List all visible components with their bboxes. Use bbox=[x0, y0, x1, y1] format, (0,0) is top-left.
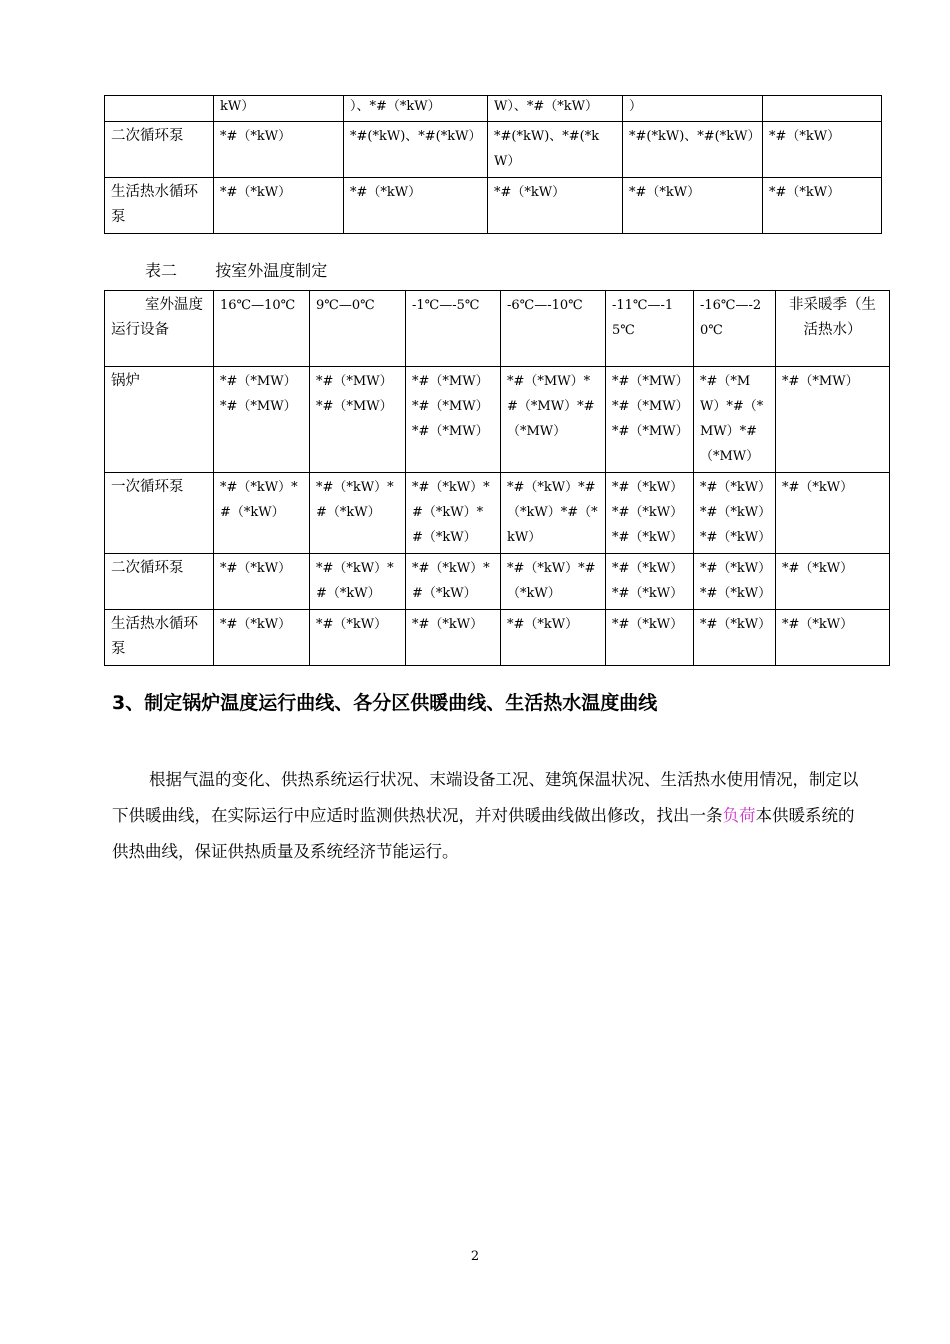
table-cell: *#（*kW）*#（*kW） bbox=[406, 554, 501, 610]
table-cell: *#（*MW）*#（*MW）*#（*MW） bbox=[406, 367, 501, 473]
table-cell bbox=[105, 96, 214, 122]
corner-header-bottom: 运行设备 bbox=[111, 322, 169, 338]
table-cell: *#（*kW） bbox=[606, 610, 694, 666]
table-cell: *#（*kW）*#（*kW） bbox=[214, 473, 310, 554]
column-header: -1℃—-5℃ bbox=[406, 291, 501, 367]
table-cell: *#（*kW） bbox=[501, 610, 606, 666]
page-number: 2 bbox=[470, 1249, 480, 1264]
table-cell: *#(*kW)、*#(*kW） bbox=[488, 122, 623, 178]
table-row bbox=[105, 473, 890, 554]
table-cell: *#（*kW） bbox=[776, 473, 890, 554]
table-by-outdoor-temperature bbox=[104, 290, 890, 666]
table-cell: *#(*kW)、*#(*kW） bbox=[623, 122, 763, 178]
table-cell: *#（*kW）*#（*kW）*#（*kW） bbox=[501, 473, 606, 554]
table-cell: *#（*kW）*#（*kW）*#（*kW） bbox=[406, 473, 501, 554]
table-row bbox=[105, 96, 882, 122]
table-cell: *#（*MW）*#（*MW） bbox=[214, 367, 310, 473]
table-row bbox=[105, 610, 890, 666]
table-cell: *#（*kW） bbox=[776, 610, 890, 666]
table-cell: *#（*kW）*#（*kW） bbox=[310, 554, 406, 610]
table-cell: *#（*kW） bbox=[763, 178, 882, 234]
caption-label: 表二 bbox=[145, 261, 178, 280]
paragraph-text-end: 本供暖系统的供热曲线，保证供热质量及系统经济节能运行。 bbox=[112, 806, 855, 861]
table-cell: *#（*kW） bbox=[776, 554, 890, 610]
row-header: 生活热水循环泵 bbox=[105, 178, 214, 234]
body-paragraph bbox=[112, 762, 862, 870]
table-cell: *#（*MW）*#（*MW）*#（*MW） bbox=[606, 367, 694, 473]
column-header: -11℃—-15℃ bbox=[606, 291, 694, 367]
table-cell: *#（*kW） bbox=[310, 610, 406, 666]
highlighted-term: 负荷 bbox=[722, 806, 756, 825]
table-cell: *#（*MW） bbox=[776, 367, 890, 473]
corner-header bbox=[105, 291, 214, 367]
table-cell: kW） bbox=[214, 96, 344, 122]
table-cell: *#（*kW）*#（*kW）*#（*kW） bbox=[606, 473, 694, 554]
table-cell: *#（*kW） bbox=[623, 178, 763, 234]
table-row bbox=[105, 367, 890, 473]
row-header: 二次循环泵 bbox=[105, 554, 214, 610]
row-header: 二次循环泵 bbox=[105, 122, 214, 178]
table-cell: *#（*kW）*#（*kW） bbox=[310, 473, 406, 554]
table-cell: *#（*kW） bbox=[214, 554, 310, 610]
table-cell: *#（*kW） bbox=[214, 122, 344, 178]
table-row bbox=[105, 178, 882, 234]
row-header: 一次循环泵 bbox=[105, 473, 214, 554]
row-header: 锅炉 bbox=[105, 367, 214, 473]
table-cell: *#（*kW） bbox=[214, 178, 344, 234]
table-cell: *#（*MW）*#（*MW） bbox=[310, 367, 406, 473]
table-row bbox=[105, 122, 882, 178]
table-cell: *#（*kW） bbox=[344, 178, 488, 234]
paragraph-text: 根据气温的变化、供热系统运行状况、末端设备工况、建筑保温状况、生活热水使用情况，制定以下供暖曲线，在实际运行中应适时监测供热状况，并对供暖曲线做出修改，找出一条 bbox=[112, 770, 859, 825]
table-cell: *#（*kW）*#（*kW）*#（*kW） bbox=[694, 473, 776, 554]
table-caption bbox=[145, 258, 327, 281]
table-cell: *#（*kW） bbox=[763, 122, 882, 178]
table-cell: ） bbox=[623, 96, 763, 122]
table-cell: *#（*kW） bbox=[214, 610, 310, 666]
caption-title: 按室外温度制定 bbox=[215, 261, 328, 280]
table-cell: *#（*kW）*#（*kW） bbox=[501, 554, 606, 610]
row-header: 生活热水循环泵 bbox=[105, 610, 214, 666]
column-header: 16℃—10℃ bbox=[214, 291, 310, 367]
table-cell: *#（*kW） bbox=[406, 610, 501, 666]
table-cell: *#（*kW）*#（*kW） bbox=[694, 554, 776, 610]
column-header: 非采暖季（生活热水） bbox=[776, 291, 890, 367]
table-cell: ）、*#（*kW） bbox=[344, 96, 488, 122]
table-cell: *#（*MW）*#（*MW）*#（*MW） bbox=[694, 367, 776, 473]
table-cell bbox=[763, 96, 882, 122]
table-cell: W）、*#（*kW） bbox=[488, 96, 623, 122]
table-cell: *#(*kW)、*#(*kW） bbox=[344, 122, 488, 178]
table-header-row bbox=[105, 291, 890, 367]
column-header: -6℃—-10℃ bbox=[501, 291, 606, 367]
table-cell: *#（*kW）*#（*kW） bbox=[606, 554, 694, 610]
column-header: -16℃—-20℃ bbox=[694, 291, 776, 367]
table-cell: *#（*MW）*#（*MW）*#（*MW） bbox=[501, 367, 606, 473]
corner-header-top: 室外温度 bbox=[145, 297, 203, 313]
table-row bbox=[105, 554, 890, 610]
table-cell: *#（*kW） bbox=[488, 178, 623, 234]
table-cell: *#（*kW） bbox=[694, 610, 776, 666]
column-header: 9℃—0℃ bbox=[310, 291, 406, 367]
section-heading: 3、制定锅炉温度运行曲线、各分区供暖曲线、生活热水温度曲线 bbox=[112, 692, 658, 714]
table-continued bbox=[104, 95, 882, 234]
